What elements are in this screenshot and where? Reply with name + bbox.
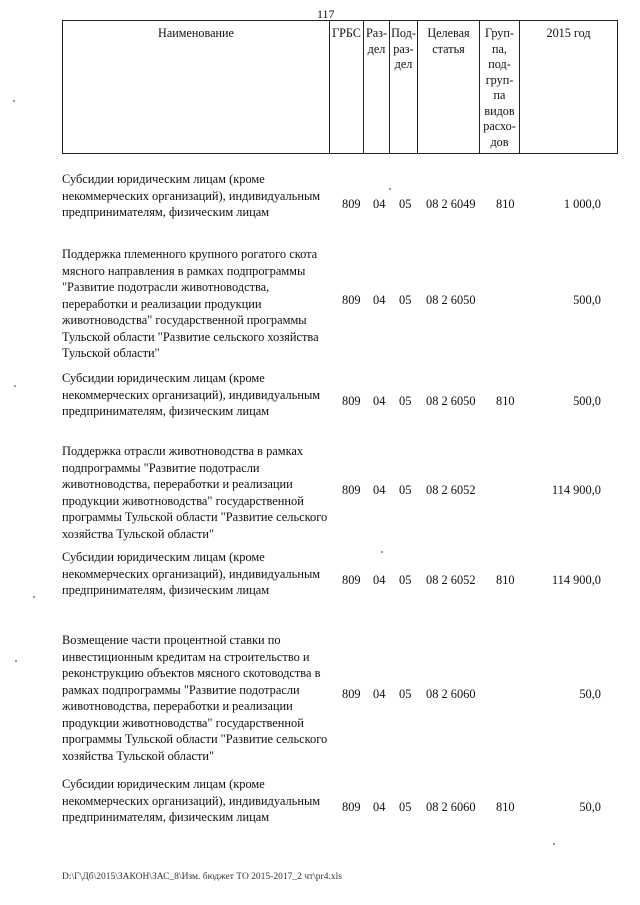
row-podrazdel: 05 (399, 197, 412, 211)
row-razdel: 04 (373, 483, 386, 497)
row-razdel: 04 (373, 394, 386, 408)
table-header (62, 20, 618, 154)
row-name: Субсидии юридическим лицам (кроме некоммерческих организаций), индивидуальным предпринимателям, физическим лицам (62, 172, 321, 219)
row-razdel: 04 (373, 800, 386, 814)
row-sum: 500,0 (573, 394, 601, 408)
scan-speck (13, 100, 15, 102)
file-path-footer: D:\Г\Дб\2015\ЗАКОН\ЗАС_8\Изм. бюджет ТО 2015-2017_2 чт\pr4.xls (62, 872, 342, 882)
row-sum: 114 900,0 (551, 483, 601, 497)
row-podrazdel: 05 (399, 483, 412, 497)
row-podrazdel: 05 (399, 293, 412, 307)
row-vid: 810 (496, 394, 515, 408)
row-sum: 500,0 (573, 293, 601, 307)
row-name: Субсидии юридическим лицам (кроме некоммерческих организаций), индивидуальным предпринимателям, физическим лицам (62, 550, 321, 597)
scan-speck (14, 385, 16, 387)
row-name: Возмещение части процентной ставки по инвестиционным кредитам на строительство и реконструкцию объектов мясного скотоводства в рамках подпрограммы "Развитие подотрасли животноводства, переработки и реализации продукции животноводства" государственной программы Тульской области "Развитие сельского хозяйства Тульской области" (62, 633, 328, 763)
row-vid: 810 (496, 197, 515, 211)
row-podrazdel: 05 (399, 687, 412, 701)
row-grbs: 809 (342, 483, 361, 497)
row-cst: 08 2 6052 (426, 573, 476, 587)
row-grbs: 809 (342, 687, 361, 701)
row-grbs: 809 (342, 293, 361, 307)
scan-speck (33, 596, 35, 598)
row-name: Поддержка племенного крупного рогатого скота мясного направления в рамках подпрограммы "Развитие подотрасли животноводства, переработки и реализации продукции животноводства" государственной программы Тульской области "Развитие сельского хозяйства Тульской области" (62, 247, 319, 360)
row-sum: 1 000,0 (563, 197, 601, 211)
header-year: 2015 год (519, 21, 617, 153)
row-cst: 08 2 6060 (426, 687, 476, 701)
header-name: Наименование (158, 26, 234, 40)
row-grbs: 809 (342, 394, 361, 408)
row-vid: 810 (496, 573, 515, 587)
header-grbs: ГРБС (329, 21, 363, 153)
row-name: Субсидии юридическим лицам (кроме некоммерческих организаций), индивидуальным предпринимателям, физическим лицам (62, 371, 321, 418)
page-number: 117 (317, 7, 335, 21)
row-razdel: 04 (373, 197, 386, 211)
row-vid: 810 (496, 800, 515, 814)
header-podrazdel: Под- раз- дел (389, 21, 417, 153)
row-podrazdel: 05 (399, 573, 412, 587)
header-cst: Целевая статья (417, 21, 479, 153)
row-cst: 08 2 6050 (426, 293, 476, 307)
row-sum: 50,0 (579, 687, 601, 701)
row-cst: 08 2 6060 (426, 800, 476, 814)
scan-speck (553, 843, 555, 845)
scan-speck (381, 551, 383, 553)
row-cst: 08 2 6052 (426, 483, 476, 497)
row-sum: 114 900,0 (551, 573, 601, 587)
scan-speck (15, 660, 17, 662)
row-name: Субсидии юридическим лицам (кроме некоммерческих организаций), индивидуальным предпринимателям, физическим лицам (62, 777, 321, 824)
row-podrazdel: 05 (399, 394, 412, 408)
row-cst: 08 2 6050 (426, 394, 476, 408)
row-cst: 08 2 6049 (426, 197, 476, 211)
row-grbs: 809 (342, 573, 361, 587)
row-grbs: 809 (342, 197, 361, 211)
row-razdel: 04 (373, 573, 386, 587)
row-name: Поддержка отрасли животноводства в рамках подпрограммы "Развитие подотрасли животноводства, переработки и реализации продукции животноводства" государственной программы Тульской области "Развитие сельского хозяйства Тульской области" (62, 444, 328, 541)
row-grbs: 809 (342, 800, 361, 814)
header-vid: Груп- па, под- груп- па видов расхо- дов (479, 21, 519, 153)
row-razdel: 04 (373, 687, 386, 701)
header-razdel: Раз- дел (363, 21, 389, 153)
row-sum: 50,0 (579, 800, 601, 814)
row-razdel: 04 (373, 293, 386, 307)
row-podrazdel: 05 (399, 800, 412, 814)
scan-speck (389, 188, 391, 190)
